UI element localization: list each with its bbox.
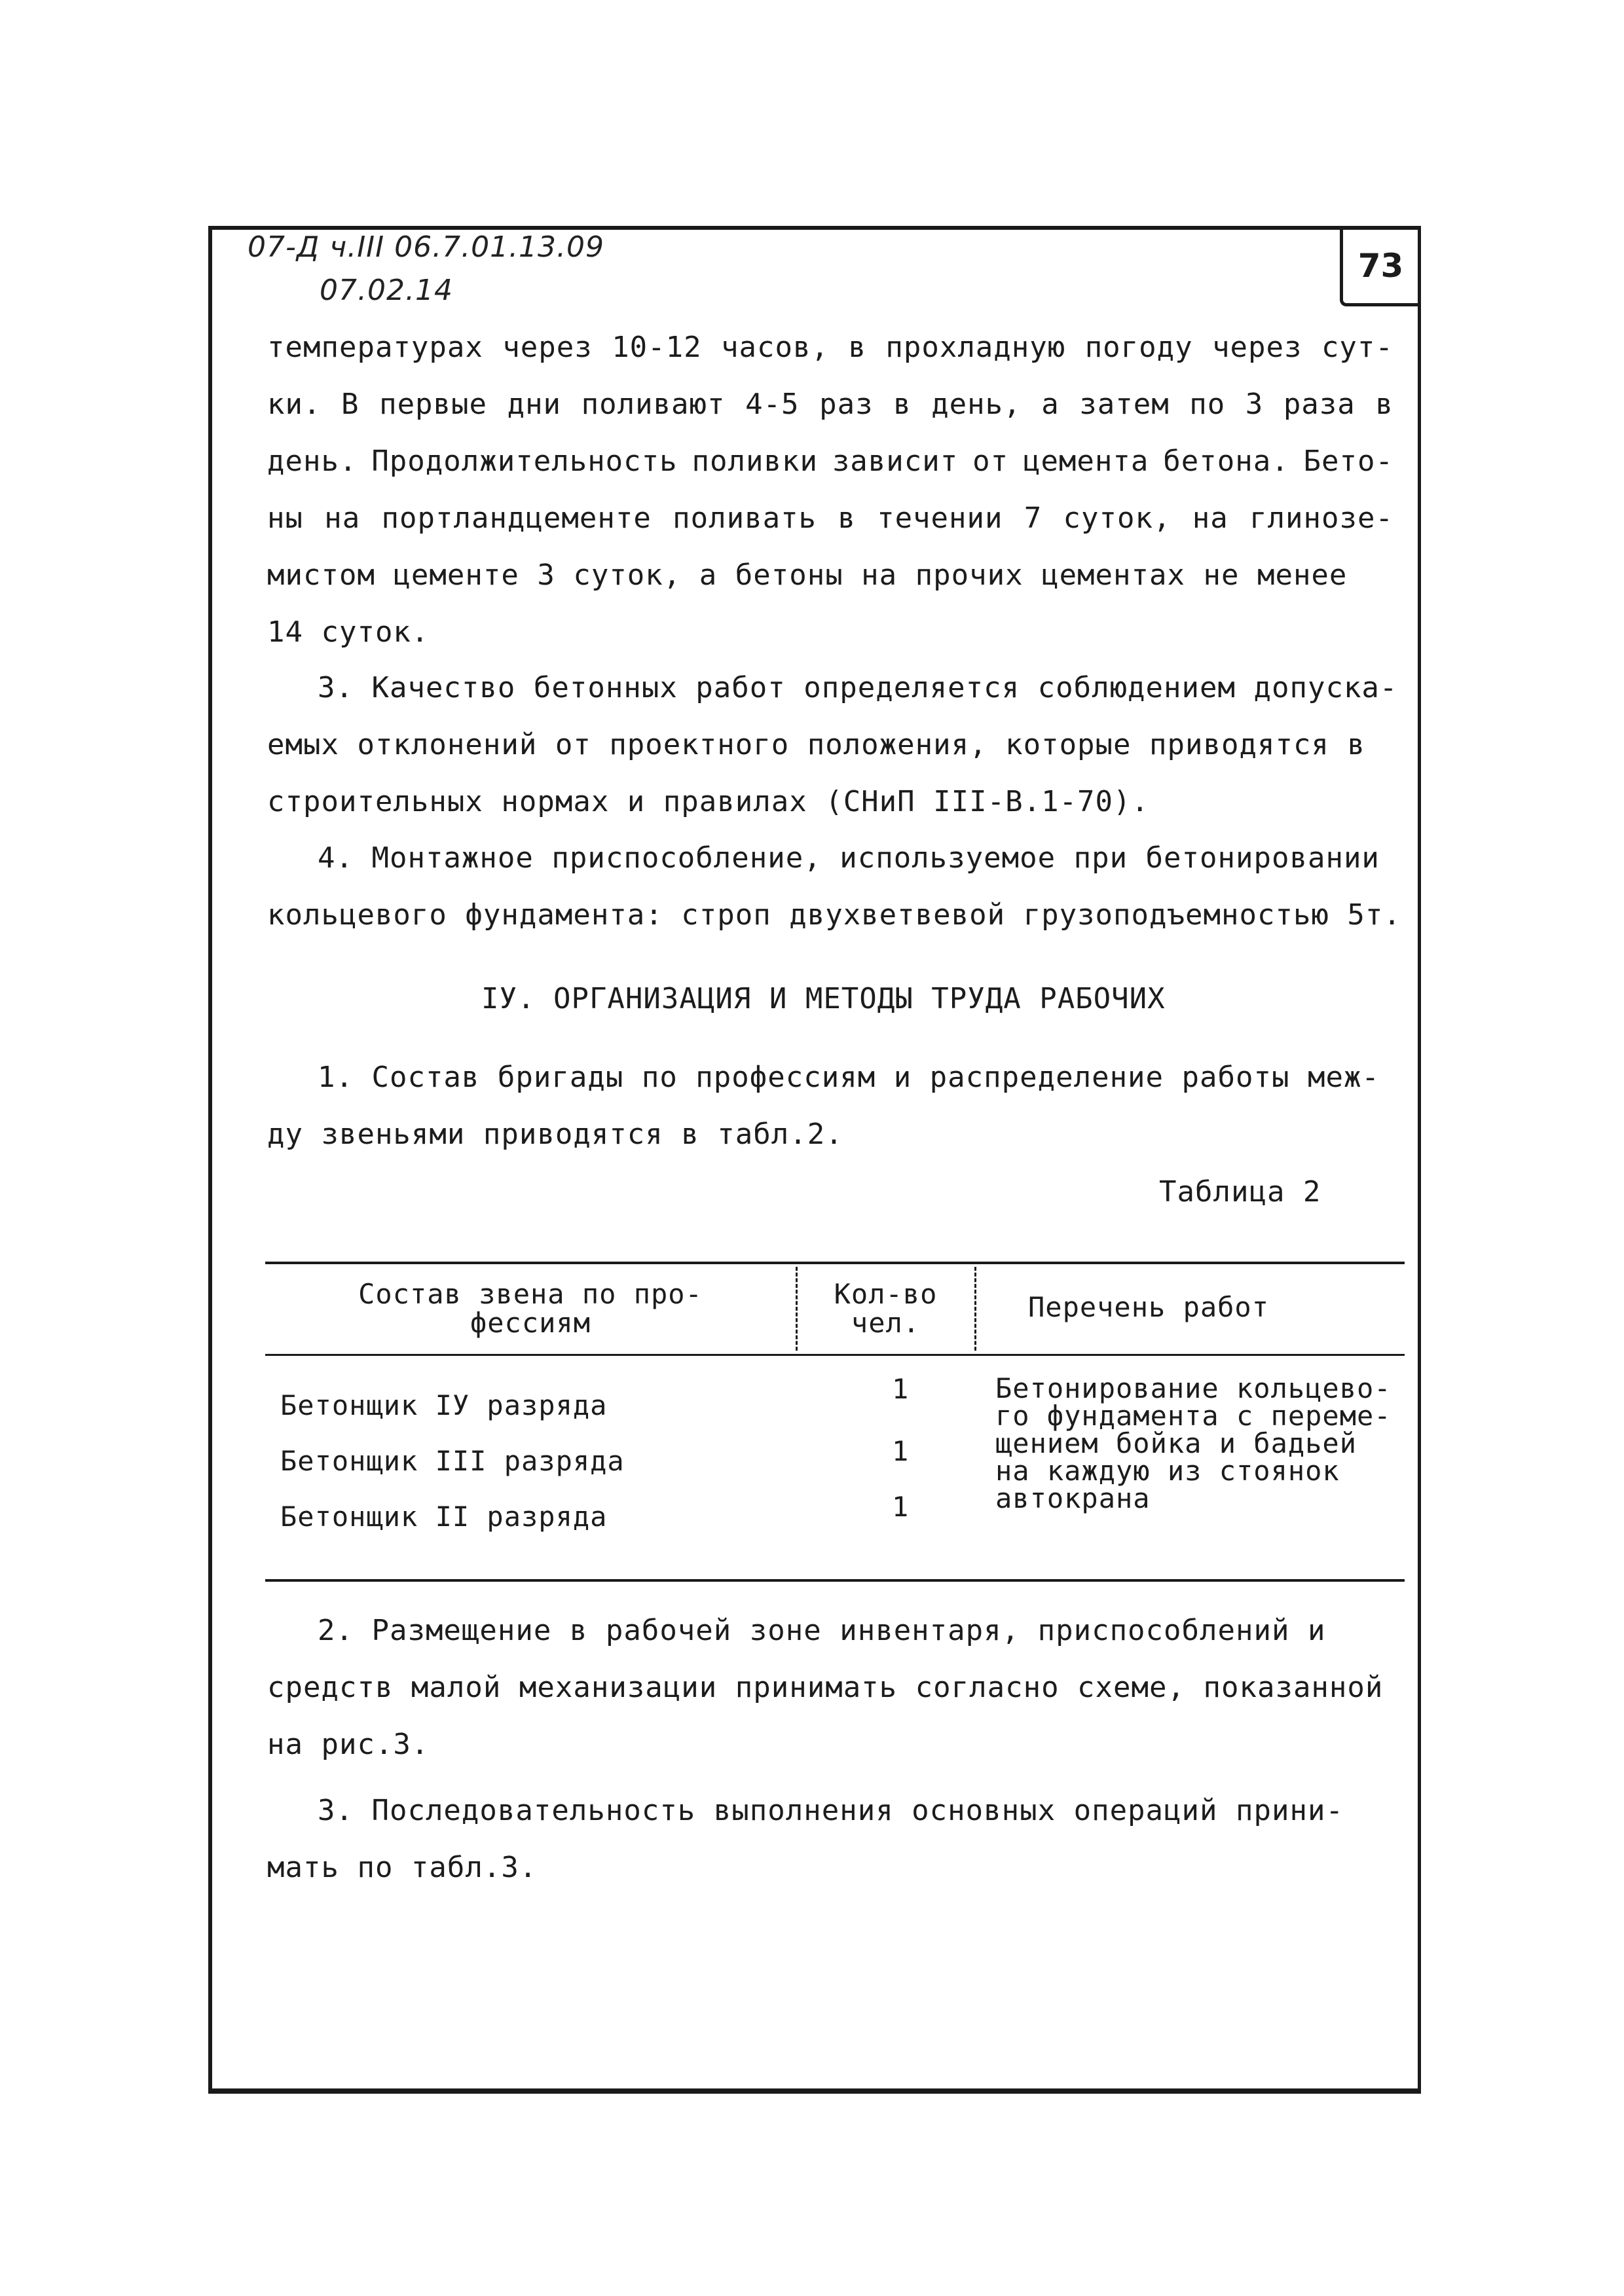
- word: цемента: [1022, 445, 1149, 478]
- word: на: [1192, 501, 1228, 535]
- text-line: строительных нормах и правилах (СНиП III-В.1-70).: [267, 785, 1150, 818]
- text-line: [267, 331, 1393, 364]
- word: Бето-: [1303, 445, 1393, 478]
- table-header-rule: [265, 1354, 1405, 1356]
- table-cell-count: 1: [892, 1491, 910, 1523]
- word: в: [838, 501, 856, 535]
- table-caption: Таблица 2: [1159, 1175, 1321, 1209]
- word: поливки: [692, 445, 818, 478]
- page-number-box: [1340, 228, 1418, 306]
- word: в: [893, 388, 912, 421]
- word: затем: [1079, 388, 1170, 421]
- word: ны: [267, 501, 303, 535]
- word: 3: [1245, 388, 1264, 421]
- text-line: средств малой механизации принимать согласно схеме, показанной: [267, 1671, 1384, 1704]
- text-line: ду звеньями приводятся в табл.2.: [267, 1118, 843, 1151]
- word: 10-12: [612, 331, 702, 364]
- text-line: 4. Монтажное приспособление, используемое при бетонировании: [318, 841, 1380, 875]
- page-number: 73: [1357, 246, 1404, 285]
- word: через: [502, 331, 593, 364]
- text-line: на рис.3.: [267, 1728, 430, 1761]
- section-title: IУ. ОРГАНИЗАЦИЯ И МЕТОДЫ ТРУДА РАБОЧИХ: [481, 982, 1166, 1015]
- word: от: [972, 445, 1009, 478]
- table-bottom-rule: [265, 1579, 1405, 1582]
- table-column-separator: [796, 1267, 798, 1351]
- word: В: [341, 388, 360, 421]
- word: раз: [819, 388, 874, 421]
- word: 4-5: [745, 388, 800, 421]
- table-column-separator: [974, 1267, 976, 1351]
- word: прохладную: [885, 331, 1066, 364]
- word: ки.: [267, 388, 322, 421]
- word: сут-: [1321, 331, 1393, 364]
- text-line: [267, 388, 1393, 421]
- table-header-work: Перечень работ: [1028, 1291, 1270, 1323]
- word: погоду: [1084, 331, 1193, 364]
- document-code-line2: 07.02.14: [320, 274, 453, 307]
- word: в: [1375, 388, 1393, 421]
- word: день.: [267, 445, 358, 478]
- table-top-rule: [265, 1262, 1405, 1264]
- text-line: мать по табл.3.: [267, 1851, 538, 1884]
- text-line: кольцевого фундамента: строп двухветвевой грузоподъемностью 5т.: [267, 898, 1401, 932]
- table-cell-count: 1: [892, 1373, 910, 1405]
- word: через: [1212, 331, 1302, 364]
- word: по: [1189, 388, 1226, 421]
- table-header-profession: Состав звена по про- фессиям: [358, 1278, 703, 1339]
- word: день,: [931, 388, 1022, 421]
- word: поливают: [581, 388, 726, 421]
- word: суток,: [1063, 501, 1172, 535]
- text-line: 3. Качество бетонных работ определяется соблюдением допуска-: [318, 671, 1398, 704]
- text-line: 2. Размещение в рабочей зоне инвентаря, приспособлений и: [318, 1614, 1326, 1647]
- table-cell-profession: Бетонщик III разряда: [280, 1445, 625, 1477]
- table-header-count: Кол-во чел.: [834, 1278, 938, 1339]
- text-line: мистом цементе 3 суток, а бетоны на прочих цементах не менее: [267, 558, 1348, 592]
- text-line: 14 суток.: [267, 615, 430, 649]
- table-cell-profession: Бетонщик IУ разряда: [280, 1389, 608, 1421]
- word: бетона.: [1163, 445, 1289, 478]
- word: на: [324, 501, 361, 535]
- word: портландцементе: [381, 501, 652, 535]
- table-cell-work: Бетонирование кольцево- го фундамента с переме- щением бойка и бадьей на каждую из стоянок автокрана: [995, 1372, 1392, 1514]
- word: в: [848, 331, 866, 364]
- word: 7: [1024, 501, 1043, 535]
- word: а: [1041, 388, 1060, 421]
- text-line: [267, 501, 1393, 535]
- word: температурах: [267, 331, 483, 364]
- word: течении: [877, 501, 1003, 535]
- table-cell-count: 1: [892, 1435, 910, 1467]
- text-line: 1. Состав бригады по профессиям и распределение работы меж-: [318, 1061, 1380, 1094]
- word: поливать: [673, 501, 817, 535]
- table-cell-profession: Бетонщик II разряда: [280, 1501, 608, 1533]
- word: первые: [379, 388, 488, 421]
- text-line: [267, 445, 1393, 478]
- text-line: 3. Последовательность выполнения основных операций прини-: [318, 1794, 1344, 1827]
- text-line: емых отклонений от проектного положения, которые приводятся в: [267, 728, 1365, 761]
- word: раза: [1283, 388, 1356, 421]
- word: Продолжительность: [371, 445, 678, 478]
- word: дни: [507, 388, 562, 421]
- word: часов,: [721, 331, 830, 364]
- document-code-line1: 07-Д ч.III 06.7.01.13.09: [248, 230, 605, 264]
- word: зависит: [832, 445, 959, 478]
- word: глинозе-: [1249, 501, 1393, 535]
